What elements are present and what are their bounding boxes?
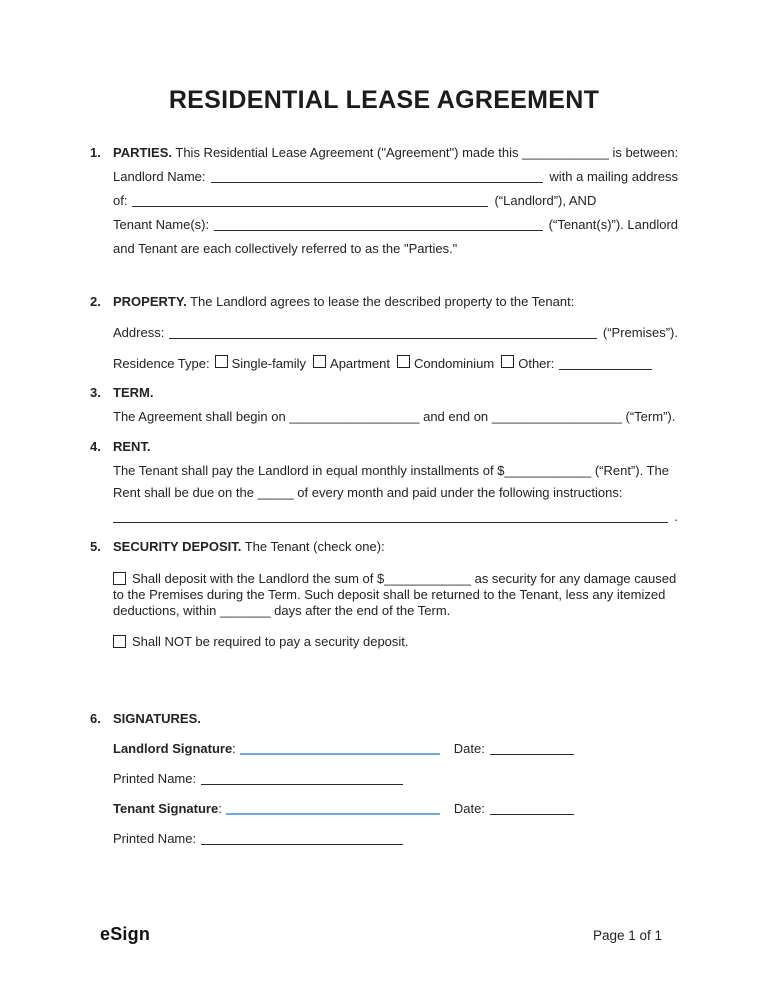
section-rent-heading: RENT. [113,439,151,454]
other-residence-blank [559,368,652,370]
condominium-label: Condominium [414,356,495,371]
tenant-signature-line[interactable] [226,813,440,815]
section-parties-heading: PARTIES. [113,145,172,160]
deposit-required-option [113,571,678,619]
tenant-signature-colon: : [218,801,222,816]
term-heading-line [113,381,678,405]
section-term-number: 3. [90,385,101,400]
section-term-heading: TERM. [113,385,154,400]
section-rent-number: 4. [90,439,101,454]
payment-instructions-period: . [674,509,678,524]
landlord-printed-name-label: Printed Name: [113,771,197,786]
parties-intro-text: This Residential Lease Agreement ("Agreement") made this ____________ is between: [175,145,679,160]
other-checkbox[interactable] [501,355,514,368]
residence-type-row [113,352,678,376]
property-intro-text: The Landlord agrees to lease the described property to the Tenant: [190,294,575,309]
section-rent [90,435,678,528]
landlord-name-row [113,165,678,189]
landlord-name-suffix: with a mailing address [549,169,678,184]
document-title: RESIDENTIAL LEASE AGREEMENT [168,86,600,114]
page-footer [100,924,662,945]
signatures-heading-line [113,707,678,731]
landlord-address-suffix: (“Landlord”), AND [494,193,597,208]
landlord-date-label: Date: [453,741,485,756]
condominium-checkbox[interactable] [397,355,410,368]
landlord-date-blank [490,753,574,755]
section-property [90,290,678,376]
landlord-printed-name-blank [201,783,403,785]
other-label: Other: [518,356,555,371]
section-signatures-heading: SIGNATURES. [113,711,201,726]
apartment-label: Apartment [330,356,391,371]
tenant-signature-label: Tenant Signature [113,801,219,816]
section-property-heading: PROPERTY. [113,294,187,309]
apartment-checkbox[interactable] [313,355,326,368]
landlord-name-label: Landlord Name: [113,169,206,184]
premises-address-blank [169,337,597,339]
tenant-name-suffix: (“Tenant(s)”). Landlord [548,217,678,232]
esign-logo: eSign [100,924,151,944]
landlord-printed-name-row [113,767,678,791]
security-deposit-intro-line [113,535,678,559]
section-security-deposit-number: 5. [90,539,101,554]
tenant-date-label: Date: [453,801,485,816]
landlord-signature-line[interactable] [240,753,440,755]
no-deposit-option [113,634,678,650]
section-parties [90,141,678,261]
term-text-line: The Agreement shall begin on __________________ and end on __________________ (“Term”). [113,409,676,424]
residence-type-label: Residence Type: [113,356,210,371]
tenant-printed-name-label: Printed Name: [113,831,197,846]
section-signatures [90,707,678,851]
landlord-signature-label: Landlord Signature [113,741,233,756]
landlord-signature-row [113,737,678,761]
section-signatures-number: 6. [90,711,101,726]
tenant-printed-name-blank [201,843,403,845]
premises-address-label: Address: [113,325,165,340]
single-family-checkbox[interactable] [215,355,228,368]
no-deposit-checkbox[interactable] [113,635,126,648]
payment-instructions-blank [113,521,668,523]
landlord-address-row [113,189,678,213]
rent-text: The Tenant shall pay the Landlord in equal monthly installments of $____________ (“Rent”). The Rent shall be due on the _____ of every month and paid under the following instructions: [113,463,669,500]
deposit-required-checkbox[interactable] [113,572,126,585]
premises-address-row [113,321,678,345]
property-intro-line [113,290,678,314]
page-number: Page 1 of 1 [592,928,662,943]
parties-intro-line [113,141,678,165]
document-body [0,115,768,851]
tenant-name-label: Tenant Name(s): [113,217,210,232]
section-security-deposit [90,535,678,650]
rent-heading-line [113,435,678,459]
section-property-number: 2. [90,294,101,309]
tenant-printed-name-row [113,827,678,851]
payment-instructions-row [113,506,678,528]
tenant-date-blank [490,813,574,815]
section-security-deposit-heading: SECURITY DEPOSIT. [113,539,242,554]
no-deposit-text: Shall NOT be required to pay a security deposit. [132,634,409,649]
single-family-label: Single-family [231,356,307,371]
landlord-address-blank [132,205,488,207]
tenant-name-blank [214,229,543,231]
landlord-address-label: of: [113,193,128,208]
deposit-required-text: Shall deposit with the Landlord the sum of $____________ as security for any damage caused to the Premises during the Term. Such deposit shall be returned to the Tenant, less any itemized deductions, within _______ days after the end of the Term. [113,571,677,618]
tenant-signature-row [113,797,678,821]
parties-outro-line: and Tenant are each collectively referred to as the "Parties." [113,241,458,256]
section-parties-number: 1. [90,145,101,160]
premises-suffix: (“Premises”). [602,325,678,340]
landlord-name-blank [211,181,544,183]
landlord-signature-colon: : [232,741,236,756]
tenant-name-row [113,213,678,237]
security-deposit-intro-text: The Tenant (check one): [244,539,385,554]
section-term [90,381,678,429]
